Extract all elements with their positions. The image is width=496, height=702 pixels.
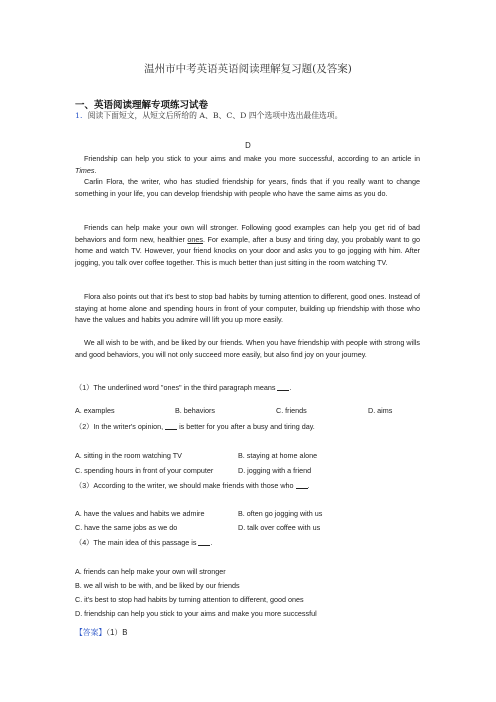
paragraph-4-text: Flora also points out that it's best to stop bad habits by turning attention to different, good ones. Instead of staying at home alone and spending hours in front of your computer, building up friendship with those who have the values and habits you admire will lift you up more easily.: [75, 292, 420, 324]
question-3: [75, 480, 310, 491]
question-1-end: .: [289, 383, 292, 392]
paragraph-4: [75, 291, 420, 326]
paragraph-3-text: Friends can help make your own will stronger. Following good examples can help you get rid of bad behaviors and form new, healthier ones. For example, after a busy and tiring day, you probably want to go home and watch TV. However, your friend knocks on your door and asks you to go jogging with him. After jogging, you talk over coffee together. This is much better than just sitting in the room watching TV.: [75, 223, 420, 267]
instruction: [75, 110, 342, 121]
paragraph-1-text: Friendship can help you stick to your aims and make you more successful, according to an article in Times.: [75, 154, 420, 175]
q1-option-c: C. friends: [276, 406, 307, 415]
answer-blank: [277, 382, 292, 392]
answer-blank: [296, 480, 308, 489]
question-3-end: .: [307, 481, 310, 490]
q3-option-c: C. have the same jobs as we do: [75, 523, 178, 532]
answer-blank: [198, 537, 213, 547]
q1-option-b: B. behaviors: [175, 406, 215, 415]
q2-option-b: B. staying at home alone: [238, 451, 318, 460]
question-4: [75, 537, 212, 548]
q4-option-d: D. friendship can help you stick to your aims and make you more successful: [75, 609, 317, 618]
question-2: [75, 421, 315, 432]
question-1-stem: （1）The underlined word "ones" in the third paragraph means: [75, 383, 276, 392]
instruction-number: 1．: [75, 111, 88, 120]
paragraph-3: [75, 222, 420, 268]
question-4-stem: （4）The main idea of this passage is: [75, 538, 197, 547]
document-title: 温州市中考英语英语阅读理解复习题(及答案): [144, 63, 352, 75]
q4-option-a: A. friends can help make your own will stronger: [75, 567, 226, 576]
q3-option-b: B. often go jogging with us: [238, 509, 323, 518]
answer-line: [75, 627, 127, 638]
q4-option-b: B. we all wish to be with, and be liked by our friends: [75, 581, 240, 590]
q3-option-a: A. have the values and habits we admire: [75, 509, 205, 518]
underlined-word: ones: [187, 234, 203, 244]
answer-blank: [165, 421, 177, 430]
passage-letter: D: [245, 141, 251, 150]
paragraph-2: [75, 176, 420, 199]
publication-name: Times: [75, 165, 95, 175]
question-1: [75, 382, 291, 393]
paragraph-5: [75, 337, 420, 360]
question-3-stem: （3）According to the writer, we should make friends with those who: [75, 481, 294, 490]
answer-text: （1）B: [106, 628, 128, 637]
q2-option-a: A. sitting in the room watching TV: [75, 451, 182, 460]
q1-option-a: A. examples: [75, 406, 115, 415]
answer-tag: 【答案】: [75, 628, 107, 637]
paragraph-5-text: We all wish to be with, and be liked by our friends. When you have friendship with people with strong wills and good behaviors, you will not only succeed more easily, but also find joy on your journey.: [75, 338, 420, 359]
instruction-text: 阅读下面短文，从短文后所给的 A、B、C、D 四个选项中选出最佳选项。: [87, 111, 343, 120]
question-2-stem-post: is better for you after a busy and tiring day.: [179, 422, 315, 431]
paragraph-1: [75, 153, 420, 176]
q2-option-d: D. jogging with a friend: [238, 466, 312, 475]
question-4-end: .: [210, 538, 213, 547]
q2-option-c: C. spending hours in front of your computer: [75, 466, 214, 475]
q1-option-d: D. aims: [368, 406, 393, 415]
question-2-stem-pre: （2）In the writer's opinion,: [75, 422, 164, 431]
paragraph-2-text: Carlin Flora, the writer, who has studied friendship for years, finds that if you really want to change something in your life, you can develop friendship with people who have the same aims as you do.: [75, 177, 420, 198]
q3-option-d: D. talk over coffee with us: [238, 523, 321, 532]
section-heading: 一、英语阅读理解专项练习试卷: [75, 100, 209, 111]
q4-option-c: C. it's best to stop had habits by turning attention to different, good ones: [75, 595, 304, 604]
